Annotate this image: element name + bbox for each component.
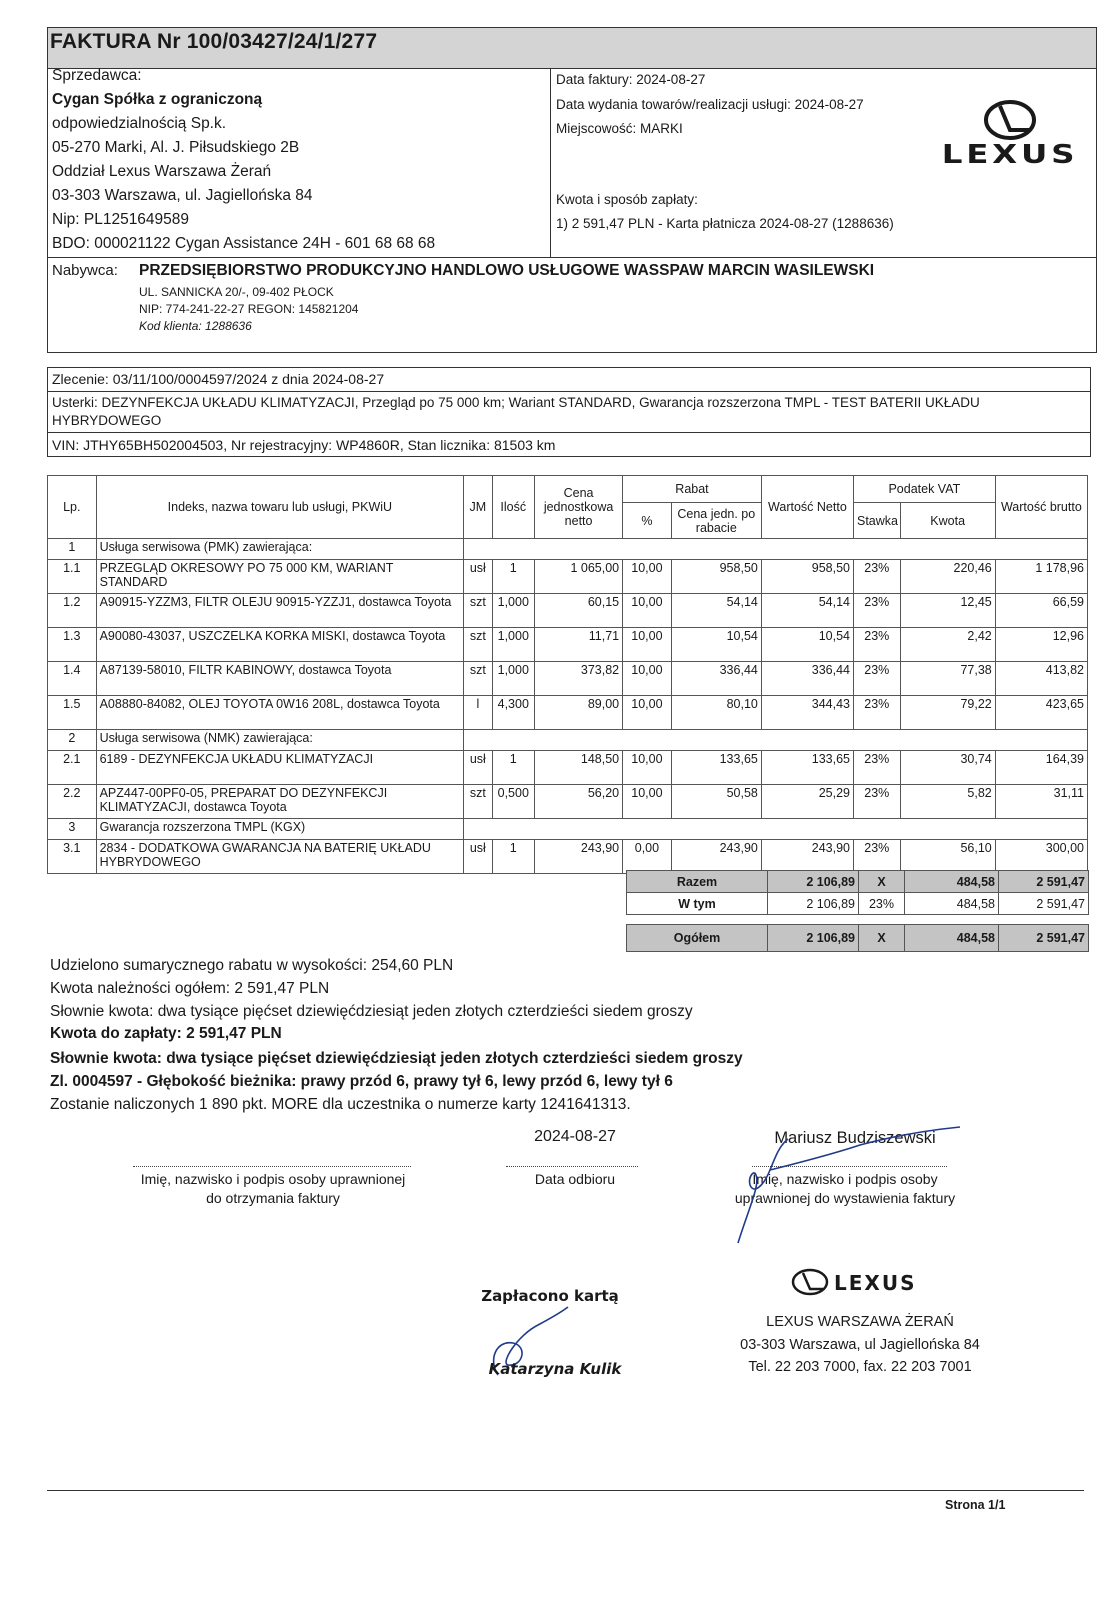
ogolem-label: Ogółem (627, 925, 768, 952)
dealer-name: LEXUS WARSZAWA ŻERAŃ (766, 1314, 954, 1330)
row-unit-price: 148,50 (535, 751, 623, 785)
row-vat-rate: 23% (853, 628, 900, 662)
row-vat-rate: 23% (853, 560, 900, 594)
issuer-caption-2: uprawnionej do wystawienia faktury (734, 1190, 956, 1206)
row-qty: 1,000 (492, 594, 535, 628)
seller-branch: Oddział Lexus Warszawa Żerań (52, 163, 272, 180)
row-jm: usł (464, 751, 492, 785)
table-row (48, 785, 1088, 819)
row-gross-value: 31,11 (995, 785, 1087, 819)
seller-bdo: BDO: 000021122 Cygan Assistance 24H - 601 68 68 68 (52, 235, 436, 252)
row-lp: 1 (48, 539, 97, 560)
row-qty: 1,000 (492, 628, 535, 662)
row-unit-price: 1 065,00 (535, 560, 623, 594)
bottom-rule (47, 1490, 1084, 1491)
row-discount-price: 958,50 (671, 560, 761, 594)
row-lp: 1.3 (48, 628, 97, 662)
items-body (48, 539, 1088, 874)
row-qty: 1 (492, 751, 535, 785)
row-discount-pct: 10,00 (623, 560, 672, 594)
row-unit-price: 243,90 (535, 840, 623, 874)
row-vat-rate: 23% (853, 751, 900, 785)
header-vat-amount: Kwota (900, 503, 995, 539)
row-name: A90080-43037, USZCZELKA KORKA MISKI, dostawca Toyota (96, 628, 464, 662)
row-gross-value: 413,82 (995, 662, 1087, 696)
row-discount-pct: 10,00 (623, 751, 672, 785)
wtym-net: 2 106,89 (768, 893, 859, 915)
seller-address-2: 03-303 Warszawa, ul. Jagiellońska 84 (52, 187, 313, 204)
row-discount-price: 133,65 (671, 751, 761, 785)
row-discount-price: 336,44 (671, 662, 761, 696)
row-name: A87139-58010, FILTR KABINOWY, dostawca Toyota (96, 662, 464, 696)
row-lp: 3 (48, 819, 97, 840)
cashier-name: Katarzyna Kulik (488, 1360, 622, 1378)
buyer-ids: NIP: 774-241-22-27 REGON: 145821204 (139, 302, 359, 316)
receipt-date-line (506, 1166, 638, 1167)
tread-depth: Zl. 0004597 - Głębokość bieżnika: prawy przód 6, prawy tył 6, lewy przód 6, lewy tył 6 (50, 1073, 673, 1090)
section-row (48, 539, 1088, 560)
row-discount-pct: 10,00 (623, 628, 672, 662)
row-net-value: 25,29 (761, 785, 853, 819)
buyer-client-code: Kod klienta: 1288636 (139, 319, 252, 333)
razem-net: 2 106,89 (768, 871, 859, 893)
row-net-value: 133,65 (761, 751, 853, 785)
row-net-value: 336,44 (761, 662, 853, 696)
order-line: Zlecenie: 03/11/100/0004597/2024 z dnia 2024-08-27 (52, 371, 385, 387)
row-qty: 4,300 (492, 696, 535, 730)
row-unit-price: 60,15 (535, 594, 623, 628)
header-lp: Lp. (48, 476, 97, 539)
row-vat-amount: 77,38 (900, 662, 995, 696)
row-net-value: 344,43 (761, 696, 853, 730)
buyer-label: Nabywca: (52, 262, 118, 279)
wtym-rate: 23% (859, 893, 905, 915)
row-net-value: 243,90 (761, 840, 853, 874)
row-vat-amount: 56,10 (900, 840, 995, 874)
wtym-label: W tym (627, 893, 768, 915)
header-vat: Podatek VAT (853, 476, 995, 503)
row-net-value: 10,54 (761, 628, 853, 662)
section-title: Gwarancja rozszerzona TMPL (KGX) (96, 819, 464, 840)
discount-summary: Udzielono sumarycznego rabatu w wysokości: 254,60 PLN (50, 957, 454, 974)
section-title: Usługa serwisowa (PMK) zawierająca: (96, 539, 464, 560)
row-lp: 1.5 (48, 696, 97, 730)
header-qty: Ilość (492, 476, 535, 539)
dealer-stamp-brand: LEXUS (834, 1271, 917, 1295)
delivery-date: Data wydania towarów/realizacji usługi: 2024-08-27 (556, 97, 864, 112)
row-gross-value: 1 178,96 (995, 560, 1087, 594)
row-qty: 0,500 (492, 785, 535, 819)
ogolem-vat: 484,58 (905, 925, 999, 952)
row-gross-value: 164,39 (995, 751, 1087, 785)
receipt-caption: Data odbioru (534, 1171, 616, 1187)
ogolem-rate: X (859, 925, 905, 952)
row-vat-rate: 23% (853, 840, 900, 874)
row-discount-price: 80,10 (671, 696, 761, 730)
row-lp: 1.2 (48, 594, 97, 628)
row-vat-amount: 5,82 (900, 785, 995, 819)
row-gross-value: 423,65 (995, 696, 1087, 730)
buyer-address: UL. SANNICKA 20/-, 09-402 PŁOCK (139, 285, 334, 299)
row-lp: 3.1 (48, 840, 97, 874)
ogolem-gross: 2 591,47 (999, 925, 1089, 952)
row-lp: 2 (48, 730, 97, 751)
dealer-phone: Tel. 22 203 7000, fax. 22 203 7001 (748, 1359, 972, 1375)
lexus-logo (930, 98, 1090, 170)
section-row (48, 819, 1088, 840)
payment-line: 1) 2 591,47 PLN - Karta płatnicza 2024-08-27 (1288636) (556, 216, 894, 231)
summary-row-razem (627, 871, 1089, 893)
items-table (47, 475, 1088, 874)
row-unit-price: 89,00 (535, 696, 623, 730)
amount-to-pay: Kwota do zapłaty: 2 591,47 PLN (50, 1025, 282, 1042)
page-number: Strona 1/1 (945, 1498, 1006, 1512)
section-filler (464, 539, 1088, 560)
row-net-value: 54,14 (761, 594, 853, 628)
row-jm: szt (464, 785, 492, 819)
issuer-caption-1: Imię, nazwisko i podpis osoby (752, 1171, 938, 1187)
table-row (48, 840, 1088, 874)
row-discount-pct: 10,00 (623, 785, 672, 819)
row-vat-amount: 220,46 (900, 560, 995, 594)
row-lp: 1.4 (48, 662, 97, 696)
row-jm: usł (464, 840, 492, 874)
row-qty: 1 (492, 840, 535, 874)
wtym-gross: 2 591,47 (999, 893, 1089, 915)
seller-name-2: odpowiedzialnością Sp.k. (52, 115, 227, 132)
row-gross-value: 300,00 (995, 840, 1087, 874)
row-vat-amount: 79,22 (900, 696, 995, 730)
invoice-date: Data faktury: 2024-08-27 (556, 72, 706, 87)
row-discount-pct: 10,00 (623, 594, 672, 628)
row-discount-price: 50,58 (671, 785, 761, 819)
row-discount-pct: 0,00 (623, 840, 672, 874)
razem-rate: X (859, 871, 905, 893)
vin-line: VIN: JTHY65BH502004503, Nr rejestracyjny: WP4860R, Stan licznika: 81503 km (52, 437, 556, 453)
dealer-address: 03-303 Warszawa, ul Jagiellońska 84 (740, 1337, 980, 1353)
row-discount-price: 243,90 (671, 840, 761, 874)
receiver-signature-line (133, 1166, 411, 1167)
row-unit-price: 11,71 (535, 628, 623, 662)
razem-gross: 2 591,47 (999, 871, 1089, 893)
lexus-emblem-small-icon (790, 1267, 830, 1297)
row-jm: l (464, 696, 492, 730)
table-row (48, 560, 1088, 594)
table-row (48, 751, 1088, 785)
total-due: Kwota należności ogółem: 2 591,47 PLN (50, 980, 330, 997)
razem-vat: 484,58 (905, 871, 999, 893)
table-row (48, 696, 1088, 730)
more-points: Zostanie naliczonych 1 890 pkt. MORE dla uczestnika o numerze karty 1241641313. (50, 1096, 631, 1113)
row-unit-price: 56,20 (535, 785, 623, 819)
row-name: 6189 - DEZYNFEKCJA UKŁADU KLIMATYZACJI (96, 751, 464, 785)
row-vat-amount: 12,45 (900, 594, 995, 628)
row-name: PRZEGLĄD OKRESOWY PO 75 000 KM, WARIANT STANDARD (96, 560, 464, 594)
header-net-value: Wartość Netto (761, 476, 853, 539)
header-discount-price: Cena jedn. po rabacie (671, 503, 761, 539)
row-jm: usł (464, 560, 492, 594)
section-row (48, 730, 1088, 751)
table-row (48, 628, 1088, 662)
header-jm: JM (464, 476, 492, 539)
summary-table (626, 870, 1089, 952)
row-vat-rate: 23% (853, 785, 900, 819)
row-net-value: 958,50 (761, 560, 853, 594)
row-vat-rate: 23% (853, 662, 900, 696)
row-discount-price: 54,14 (671, 594, 761, 628)
row-discount-price: 10,54 (671, 628, 761, 662)
summary-row-wtym (627, 893, 1089, 915)
amount-in-words-1: Słownie kwota: dwa tysiące pięćset dziewięćdziesiąt jeden złotych czterdzieści siedem groszy (50, 1003, 693, 1020)
dealer-stamp-logo (790, 1267, 950, 1301)
row-unit-price: 373,82 (535, 662, 623, 696)
row-discount-pct: 10,00 (623, 662, 672, 696)
lexus-emblem-icon (930, 98, 1090, 143)
faults-line-1: Usterki: DEZYNFEKCJA UKŁADU KLIMATYZACJI, Przegląd po 75 000 km; Wariant STANDARD, Gwarancja rozszerzona TMPL - TEST BATERII UKŁADU (52, 395, 980, 410)
table-row (48, 594, 1088, 628)
seller-nip: Nip: PL1251649589 (52, 211, 190, 228)
row-lp: 2.2 (48, 785, 97, 819)
section-filler (464, 819, 1088, 840)
row-vat-amount: 2,42 (900, 628, 995, 662)
invoice-place: Miejscowość: MARKI (556, 121, 683, 136)
row-vat-rate: 23% (853, 594, 900, 628)
section-title: Usługa serwisowa (NMK) zawierająca: (96, 730, 464, 751)
seller-label: Sprzedawca: (52, 67, 142, 84)
section-filler (464, 730, 1088, 751)
row-jm: szt (464, 628, 492, 662)
razem-label: Razem (627, 871, 768, 893)
header-vat-rate: Stawka (853, 503, 900, 539)
payment-label: Kwota i sposób zapłaty: (556, 192, 698, 207)
seller-name-1: Cygan Spółka z ograniczoną (52, 91, 263, 108)
header-name: Indeks, nazwa towaru lub usługi, PKWiU (96, 476, 464, 539)
receiver-caption-1: Imię, nazwisko i podpis osoby uprawnionej (140, 1171, 406, 1187)
header-unit-price: Cena jednostkowa netto (535, 476, 623, 539)
amount-in-words-2: Słownie kwota: dwa tysiące pięćset dziewięćdziesiąt jeden złotych czterdzieści siedem groszy (50, 1050, 743, 1067)
row-jm: szt (464, 662, 492, 696)
header-discount-pct: % (623, 503, 672, 539)
buyer-name: PRZEDSIĘBIORSTWO PRODUKCYJNO HANDLOWO USŁUGOWE WASSPAW MARCIN WASILEWSKI (139, 262, 875, 279)
row-vat-amount: 30,74 (900, 751, 995, 785)
summary-row-ogolem (627, 925, 1089, 952)
issuer-signature-scribble (730, 1125, 970, 1250)
row-gross-value: 66,59 (995, 594, 1087, 628)
seller-address-1: 05-270 Marki, Al. J. Piłsudskiego 2B (52, 139, 300, 156)
row-vat-rate: 23% (853, 696, 900, 730)
row-lp: 1.1 (48, 560, 97, 594)
receipt-date: 2024-08-27 (534, 1128, 616, 1145)
row-qty: 1,000 (492, 662, 535, 696)
row-lp: 2.1 (48, 751, 97, 785)
row-name: A08880-84082, OLEJ TOYOTA 0W16 208L, dostawca Toyota (96, 696, 464, 730)
row-name: A90915-YZZM3, FILTR OLEJU 90915-YZZJ1, dostawca Toyota (96, 594, 464, 628)
row-gross-value: 12,96 (995, 628, 1087, 662)
header-discount: Rabat (623, 476, 762, 503)
row-name: APZ447-00PF0-05, PREPARAT DO DEZYNFEKCJI KLIMATYZACJI, dostawca Toyota (96, 785, 464, 819)
row-jm: szt (464, 594, 492, 628)
faults-line-2: HYBRYDOWEGO (52, 413, 162, 428)
row-discount-pct: 10,00 (623, 696, 672, 730)
table-row (48, 662, 1088, 696)
row-name: 2834 - DODATKOWA GWARANCJA NA BATERIĘ UKŁADU HYBRYDOWEGO (96, 840, 464, 874)
paid-by-card-title: Zapłacono kartą (481, 1287, 619, 1305)
ogolem-net: 2 106,89 (768, 925, 859, 952)
lexus-wordmark: LEXUS (941, 140, 1079, 170)
row-qty: 1 (492, 560, 535, 594)
receiver-caption-2: do otrzymania faktury (206, 1190, 340, 1206)
issuer-name: Mariusz Budziszewski (774, 1129, 936, 1147)
wtym-vat: 484,58 (905, 893, 999, 915)
header-gross-value: Wartość brutto (995, 476, 1087, 539)
invoice-title: FAKTURA Nr 100/03427/24/1/277 (50, 30, 378, 53)
